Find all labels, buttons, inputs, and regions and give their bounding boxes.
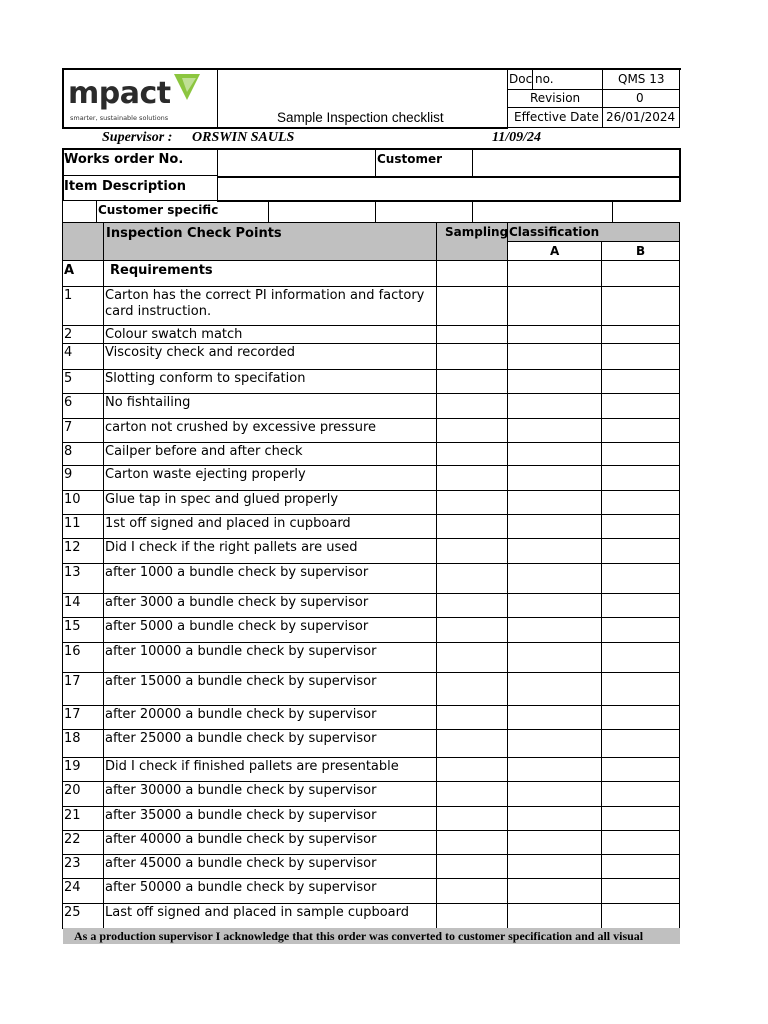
row-number: 9 bbox=[64, 467, 73, 482]
row-class-a-cell[interactable] bbox=[508, 673, 601, 705]
row-check-point: Cailper before and after check bbox=[105, 444, 303, 459]
row-class-b-cell[interactable] bbox=[602, 326, 679, 343]
row-check-point: No fishtailing bbox=[105, 395, 191, 410]
row-number: 2 bbox=[64, 327, 73, 342]
row-check-point: after 20000 a bundle check by supervisor bbox=[105, 707, 377, 722]
row-class-a-cell[interactable] bbox=[508, 466, 601, 490]
customer-specific-label: Customer specific bbox=[98, 203, 219, 217]
row-check-point: after 40000 a bundle check by supervisor bbox=[105, 832, 377, 847]
item-description-field[interactable] bbox=[219, 178, 678, 199]
row-class-a-cell[interactable] bbox=[508, 831, 601, 854]
row-check-point-continued: card instruction. bbox=[105, 304, 212, 319]
row-class-b-cell[interactable] bbox=[602, 831, 679, 854]
row-sampling-cell[interactable] bbox=[437, 539, 507, 563]
row-number: 8 bbox=[64, 444, 73, 459]
row-sampling-cell[interactable] bbox=[437, 344, 507, 369]
row-class-b-cell[interactable] bbox=[602, 344, 679, 369]
row-class-a-cell[interactable] bbox=[508, 394, 601, 418]
row-sampling-cell[interactable] bbox=[437, 904, 507, 928]
row-class-b-cell[interactable] bbox=[602, 706, 679, 729]
row-class-b-cell[interactable] bbox=[602, 807, 679, 830]
row-sampling-cell[interactable] bbox=[437, 706, 507, 729]
row-sampling-cell[interactable] bbox=[437, 443, 507, 465]
row-check-point: after 15000 a bundle check by supervisor bbox=[105, 674, 377, 689]
row-sampling-cell[interactable] bbox=[437, 564, 507, 593]
row-sampling-cell[interactable] bbox=[437, 515, 507, 538]
row-check-point: after 35000 a bundle check by supervisor bbox=[105, 808, 377, 823]
row-class-a-cell[interactable] bbox=[508, 287, 601, 325]
classification-col-a: A bbox=[550, 244, 560, 258]
row-sampling-cell[interactable] bbox=[437, 879, 507, 903]
section-letter: A bbox=[64, 263, 75, 278]
row-number: 7 bbox=[64, 420, 73, 435]
row-sampling-cell[interactable] bbox=[437, 326, 507, 343]
doc-no-value: QMS 13 bbox=[618, 72, 665, 86]
row-class-a-cell[interactable] bbox=[508, 758, 601, 781]
row-class-b-cell[interactable] bbox=[602, 491, 679, 514]
row-check-point: after 30000 a bundle check by supervisor bbox=[105, 783, 377, 798]
row-number: 1 bbox=[64, 288, 73, 303]
row-sampling-cell[interactable] bbox=[437, 466, 507, 490]
row-class-a-cell[interactable] bbox=[508, 807, 601, 830]
row-check-point: after 1000 a bundle check by supervisor bbox=[105, 565, 369, 580]
row-number: 21 bbox=[64, 808, 81, 823]
acknowledgement-text: As a production supervisor I acknowledge that this order was converted to customer specification and all visual bbox=[74, 929, 644, 943]
row-check-point: Last off signed and placed in sample cupboard bbox=[105, 905, 410, 920]
row-number: 18 bbox=[64, 731, 81, 746]
works-order-field[interactable] bbox=[219, 150, 374, 175]
section-title: Requirements bbox=[110, 263, 213, 278]
row-sampling-cell[interactable] bbox=[437, 807, 507, 830]
effective-date-value: 26/01/2024 bbox=[606, 110, 676, 124]
row-class-a-cell[interactable] bbox=[508, 730, 601, 757]
row-check-point: Carton waste ejecting properly bbox=[105, 467, 306, 482]
row-number: 10 bbox=[64, 492, 81, 507]
row-class-b-cell[interactable] bbox=[602, 618, 679, 642]
row-class-a-cell[interactable] bbox=[508, 491, 601, 514]
row-class-a-cell[interactable] bbox=[508, 344, 601, 369]
row-check-point: Viscosity check and recorded bbox=[105, 345, 295, 360]
row-sampling-cell[interactable] bbox=[437, 758, 507, 781]
row-sampling-cell[interactable] bbox=[437, 782, 507, 806]
row-class-a-cell[interactable] bbox=[508, 643, 601, 672]
row-number: 13 bbox=[64, 565, 81, 580]
row-class-a-cell[interactable] bbox=[508, 443, 601, 465]
row-sampling-cell[interactable] bbox=[437, 643, 507, 672]
row-class-b-cell[interactable] bbox=[602, 370, 679, 393]
row-class-a-cell[interactable] bbox=[508, 855, 601, 878]
row-number: 11 bbox=[64, 516, 81, 531]
row-class-a-cell[interactable] bbox=[508, 782, 601, 806]
row-class-b-cell[interactable] bbox=[602, 539, 679, 563]
row-class-a-cell[interactable] bbox=[508, 564, 601, 593]
row-class-a-cell[interactable] bbox=[508, 879, 601, 903]
item-description-label: Item Description bbox=[64, 179, 187, 194]
row-check-point: Did I check if the right pallets are used bbox=[105, 540, 358, 555]
doc-no-label-a: Doc bbox=[509, 72, 533, 86]
row-check-point: after 45000 a bundle check by supervisor bbox=[105, 856, 377, 871]
row-number: 5 bbox=[64, 371, 73, 386]
logo-wordmark: mpact bbox=[68, 76, 171, 111]
supervisor-name: ORSWIN SAULS bbox=[192, 130, 295, 145]
sampling-header: Sampling bbox=[445, 225, 509, 239]
row-number: 24 bbox=[64, 880, 81, 895]
row-number: 6 bbox=[64, 395, 73, 410]
row-check-point: Glue tap in spec and glued properly bbox=[105, 492, 339, 507]
revision-label: Revision bbox=[530, 91, 581, 105]
row-check-point: Carton has the correct PI information and factory bbox=[105, 288, 425, 303]
row-class-b-cell[interactable] bbox=[602, 594, 679, 617]
row-sampling-cell[interactable] bbox=[437, 287, 507, 325]
revision-value: 0 bbox=[636, 91, 644, 105]
row-class-b-cell[interactable] bbox=[602, 643, 679, 672]
row-sampling-cell[interactable] bbox=[437, 673, 507, 705]
row-class-b-cell[interactable] bbox=[602, 879, 679, 903]
row-number: 15 bbox=[64, 619, 81, 634]
row-check-point: Colour swatch match bbox=[105, 327, 243, 342]
row-sampling-cell[interactable] bbox=[437, 855, 507, 878]
row-class-b-cell[interactable] bbox=[602, 287, 679, 325]
row-class-b-cell[interactable] bbox=[602, 730, 679, 757]
row-check-point: carton not crushed by excessive pressure bbox=[105, 420, 377, 435]
company-logo bbox=[68, 72, 208, 124]
customer-label: Customer bbox=[377, 152, 443, 166]
row-class-b-cell[interactable] bbox=[602, 466, 679, 490]
row-sampling-cell[interactable] bbox=[437, 730, 507, 757]
row-check-point: after 50000 a bundle check by supervisor bbox=[105, 880, 377, 895]
row-number: 17 bbox=[64, 707, 81, 722]
row-class-a-cell[interactable] bbox=[508, 594, 601, 617]
doc-no-label-b: no. bbox=[535, 72, 554, 86]
row-class-b-cell[interactable] bbox=[602, 673, 679, 705]
row-number: 12 bbox=[64, 540, 81, 555]
row-number: 16 bbox=[64, 644, 81, 659]
row-check-point: after 5000 a bundle check by supervisor bbox=[105, 619, 369, 634]
row-class-b-cell[interactable] bbox=[602, 904, 679, 928]
row-class-b-cell[interactable] bbox=[602, 564, 679, 593]
logo-tagline: smarter, sustainable solutions bbox=[70, 114, 169, 122]
row-check-point: after 10000 a bundle check by supervisor bbox=[105, 644, 377, 659]
row-sampling-cell[interactable] bbox=[437, 394, 507, 418]
row-number: 19 bbox=[64, 759, 81, 774]
row-class-a-cell[interactable] bbox=[508, 419, 601, 442]
row-sampling-cell[interactable] bbox=[437, 419, 507, 442]
row-number: 23 bbox=[64, 856, 81, 871]
row-sampling-cell[interactable] bbox=[437, 370, 507, 393]
row-class-b-cell[interactable] bbox=[602, 515, 679, 538]
row-class-a-cell[interactable] bbox=[508, 326, 601, 343]
row-class-b-cell[interactable] bbox=[602, 394, 679, 418]
row-class-a-cell[interactable] bbox=[508, 706, 601, 729]
row-sampling-cell[interactable] bbox=[437, 594, 507, 617]
row-number: 4 bbox=[64, 345, 73, 360]
row-class-b-cell[interactable] bbox=[602, 758, 679, 781]
row-class-b-cell[interactable] bbox=[602, 855, 679, 878]
row-check-point: 1st off signed and placed in cupboard bbox=[105, 516, 351, 531]
works-order-label: Works order No. bbox=[64, 152, 184, 167]
classification-col-b: B bbox=[636, 244, 646, 258]
row-class-a-cell[interactable] bbox=[508, 370, 601, 393]
row-class-b-cell[interactable] bbox=[602, 443, 679, 465]
row-sampling-cell[interactable] bbox=[437, 831, 507, 854]
row-check-point: after 25000 a bundle check by supervisor bbox=[105, 731, 377, 746]
row-number: 14 bbox=[64, 595, 81, 610]
classification-header: Classification bbox=[509, 225, 600, 239]
supervisor-date: 11/09/24 bbox=[492, 130, 542, 145]
row-check-point: Did I check if finished pallets are presentable bbox=[105, 759, 399, 774]
document-title: Sample Inspection checklist bbox=[277, 110, 444, 125]
check-points-header: Inspection Check Points bbox=[106, 226, 282, 241]
row-check-point: Slotting conform to specifation bbox=[105, 371, 306, 386]
row-number: 25 bbox=[64, 905, 81, 920]
logo-arrow-icon bbox=[172, 72, 202, 102]
customer-field[interactable] bbox=[474, 150, 678, 175]
row-class-a-cell[interactable] bbox=[508, 515, 601, 538]
row-number: 22 bbox=[64, 832, 81, 847]
row-sampling-cell[interactable] bbox=[437, 618, 507, 642]
row-class-a-cell[interactable] bbox=[508, 618, 601, 642]
effective-date-label: Effective Date bbox=[514, 110, 599, 124]
row-class-a-cell[interactable] bbox=[508, 539, 601, 563]
row-class-a-cell[interactable] bbox=[508, 904, 601, 928]
row-number: 20 bbox=[64, 783, 81, 798]
row-check-point: after 3000 a bundle check by supervisor bbox=[105, 595, 369, 610]
row-class-b-cell[interactable] bbox=[602, 782, 679, 806]
row-number: 17 bbox=[64, 674, 81, 689]
row-sampling-cell[interactable] bbox=[437, 491, 507, 514]
row-class-b-cell[interactable] bbox=[602, 419, 679, 442]
supervisor-label: Supervisor : bbox=[102, 130, 173, 145]
